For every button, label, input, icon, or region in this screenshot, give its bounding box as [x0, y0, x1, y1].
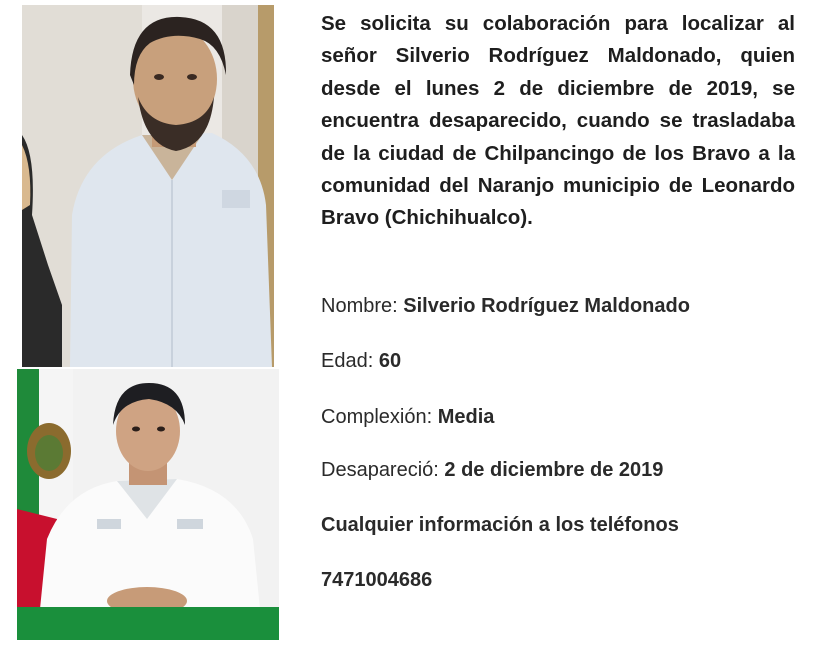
name-value: Silverio Rodríguez Maldonado	[403, 295, 690, 317]
contact-line: Cualquier información a los teléfonos	[321, 514, 679, 536]
notice-text	[321, 8, 795, 235]
missing-date-value: 2 de diciembre de 2019	[444, 459, 664, 481]
build-value: Media	[437, 406, 495, 428]
name-label: Nombre:	[321, 295, 398, 317]
missing-notice-paragraph: Se solicita su colaboración para localizar al señor Silverio Rodríguez Maldonado, quien desde el lunes 2 de diciembre de 2019, se encuentra desaparecido, cuando se trasladaba de la ciudad de Chilpancingo de los Bravo a la comunidad del Naranjo municipio de Leonardo Bravo (Chichihualco).	[321, 12, 795, 230]
age-label: Edad:	[321, 350, 374, 372]
build-field	[321, 404, 494, 430]
name-field	[321, 293, 690, 319]
missing-person-photo-official	[17, 369, 279, 640]
missing-date-field	[321, 457, 663, 483]
missing-person-photo-casual	[22, 5, 274, 367]
contact-phone: 7471004686	[321, 569, 433, 591]
age-field	[321, 348, 401, 374]
age-value: 60	[378, 350, 402, 372]
build-label: Complexión:	[321, 406, 433, 428]
missing-date-label: Desapareció:	[321, 459, 439, 481]
